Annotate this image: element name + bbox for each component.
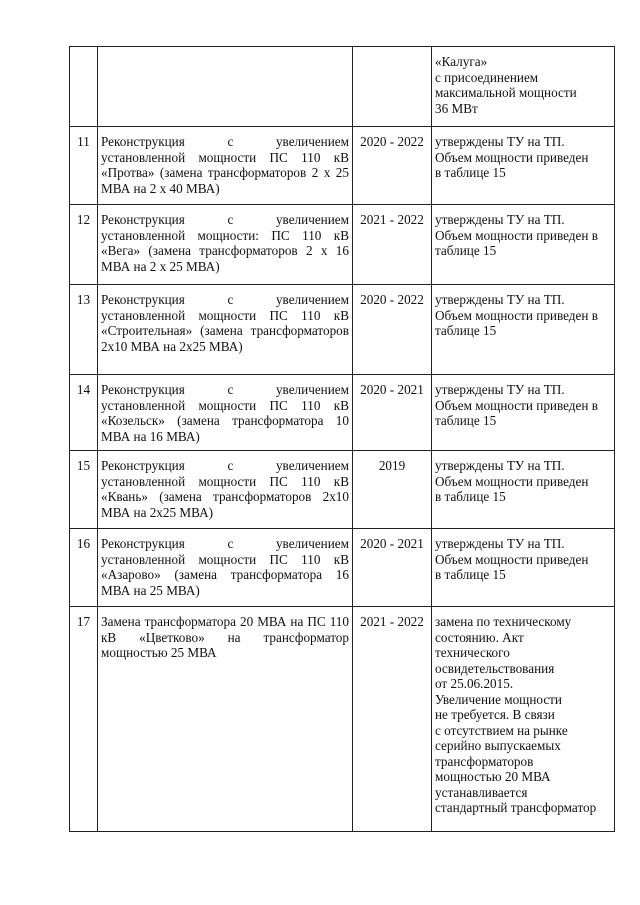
row-number-cell: [70, 47, 98, 127]
implementation-period-cell: [353, 451, 432, 529]
row-number-cell: [70, 127, 98, 205]
row-number-cell: [70, 451, 98, 529]
row-number-cell-text: 13: [76, 292, 91, 307]
table-row: [70, 607, 615, 832]
notes-cell: [432, 127, 615, 205]
notes-cell-text: утверждены ТУ на ТП. Объем мощности приведен в таблице 15: [435, 458, 589, 504]
table-row: [70, 127, 615, 205]
project-description-cell: [98, 127, 353, 205]
row-number-cell-text: 16: [76, 536, 91, 551]
notes-cell: [432, 47, 615, 127]
table-body: [70, 47, 615, 832]
implementation-period-cell: [353, 607, 432, 832]
project-description-cell: [98, 205, 353, 285]
implementation-period-cell-text: 2019: [378, 458, 406, 473]
project-description-cell-text: Замена трансформатора 20 МВА на ПС 110 кВ «Цветково» на трансформатор мощностью 25 МВА: [101, 614, 349, 660]
notes-cell: [432, 285, 615, 375]
implementation-period-cell-text: 2021 - 2022: [360, 614, 424, 629]
notes-cell-text: утверждены ТУ на ТП. Объем мощности приведен в таблице 15: [435, 292, 598, 338]
implementation-period-cell: [353, 47, 432, 127]
implementation-period-cell: [353, 127, 432, 205]
notes-cell-text: утверждены ТУ на ТП. Объем мощности приведен в таблице 15: [435, 134, 589, 180]
implementation-period-cell-text: 2020 - 2022: [360, 134, 424, 149]
row-number-cell-text: 15: [76, 458, 91, 473]
row-number-cell: [70, 205, 98, 285]
row-number-cell: [70, 285, 98, 375]
implementation-period-cell: [353, 529, 432, 607]
implementation-period-cell-text: 2020 - 2022: [360, 292, 424, 307]
investment-projects-table: [69, 46, 615, 832]
project-description-cell-text: Реконструкция с увеличением установленной мощности ПС 110 кВ «Строительная» (замена трансформаторов 2х10 МВА на 2х25 МВА): [101, 292, 349, 354]
table-row: [70, 47, 615, 127]
notes-cell: [432, 205, 615, 285]
notes-cell: [432, 375, 615, 451]
table-row: [70, 205, 615, 285]
row-number-cell-text: 11: [77, 134, 90, 149]
notes-cell-text: утверждены ТУ на ТП. Объем мощности приведен в таблице 15: [435, 382, 598, 428]
implementation-period-cell: [353, 375, 432, 451]
notes-cell-text: замена по техническому состоянию. Акт технического освидетельствования от 25.06.2015. Увеличение мощности не требуется. В связи с отсутствием на рынке серийно выпускаемых трансформаторов мощностью 20 МВА устанавливается стандартный трансформатор: [435, 614, 597, 815]
implementation-period-cell-text: 2020 - 2021: [360, 382, 424, 397]
project-description-cell-text: Реконструкция с увеличением установленной мощности ПС 110 кВ «Азарово» (замена трансформатора 16 МВА на 25 МВА): [101, 536, 349, 598]
row-number-cell: [70, 529, 98, 607]
notes-cell-text: «Калуга» с присоединением максимальной мощности 36 МВт: [435, 54, 577, 116]
notes-cell-text: утверждены ТУ на ТП. Объем мощности приведен в таблице 15: [435, 212, 598, 258]
row-number-cell: [70, 607, 98, 832]
notes-cell-text: утверждены ТУ на ТП. Объем мощности приведен в таблице 15: [435, 536, 589, 582]
notes-cell: [432, 529, 615, 607]
implementation-period-cell-text: 2021 - 2022: [360, 212, 424, 227]
project-description-cell: [98, 285, 353, 375]
implementation-period-cell-text: 2020 - 2021: [360, 536, 424, 551]
table-row: [70, 529, 615, 607]
table-row: [70, 451, 615, 529]
row-number-cell-text: 12: [76, 212, 91, 227]
project-description-cell-text: Реконструкция с увеличением установленной мощности ПС 110 кВ «Протва» (замена трансформаторов 2 х 25 МВА на 2 х 40 МВА): [101, 134, 349, 196]
table-row: [70, 375, 615, 451]
project-description-cell: [98, 451, 353, 529]
row-number-cell-text: 14: [76, 382, 91, 397]
notes-cell: [432, 607, 615, 832]
implementation-period-cell: [353, 285, 432, 375]
project-description-cell: [98, 529, 353, 607]
table-row: [70, 285, 615, 375]
implementation-period-cell: [353, 205, 432, 285]
row-number-cell-text: 17: [76, 614, 91, 629]
row-number-cell: [70, 375, 98, 451]
project-description-cell: [98, 47, 353, 127]
project-description-cell: [98, 375, 353, 451]
notes-cell: [432, 451, 615, 529]
project-description-cell-text: Реконструкция с увеличением установленной мощности ПС 110 кВ «Козельск» (замена трансформатора 10 МВА на 16 МВА): [101, 382, 349, 444]
project-description-cell: [98, 607, 353, 832]
project-description-cell-text: Реконструкция с увеличением установленной мощности ПС 110 кВ «Квань» (замена трансформаторов 2х10 МВА на 2х25 МВА): [101, 458, 349, 520]
project-description-cell-text: Реконструкция с увеличением установленной мощности: ПС 110 кВ «Вега» (замена трансформаторов 2 х 16 МВА на 2 х 25 МВА): [101, 212, 349, 274]
